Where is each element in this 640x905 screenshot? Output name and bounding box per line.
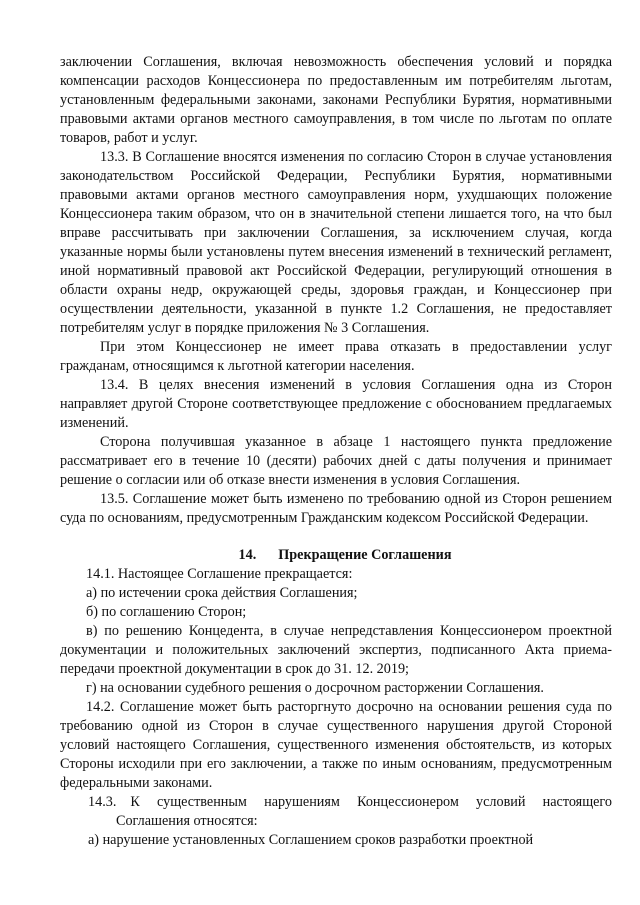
paragraph-14-3 bbox=[60, 793, 612, 831]
paragraph-14-1-a: а) по истечении срока действия Соглашения; bbox=[86, 585, 358, 601]
paragraph-13-5: 13.5. Соглашение может быть изменено по требованию одной из Сторон решением суда по основаниям, предусмотренным Гражданским кодексом Российской Федерации. bbox=[60, 491, 612, 526]
section-heading-14 bbox=[60, 546, 612, 565]
paragraph-14-1: 14.1. Настоящее Соглашение прекращается: bbox=[86, 566, 353, 582]
paragraph-14-1-b: б) по соглашению Сторон; bbox=[86, 604, 247, 620]
item-text: К существенным нарушениям Концессионером условий настоящего Соглашения относятся: bbox=[116, 794, 612, 829]
paragraph-14-3-a: а) нарушение установленных Соглашением сроков разработки проектной bbox=[88, 832, 534, 848]
paragraph-14-2: 14.2. Соглашение может быть расторгнуто досрочно на основании решения суда по требованию одной из Сторон в случае существенного нарушения другой Стороной условий настоящего Соглашения, существенного изменения обстоятельств, из которых Стороны исходили при его заключении, а также по иным основаниям, предусмотренным федеральными законами. bbox=[60, 699, 612, 791]
paragraph-14-1-d: г) на основании судебного решения о досрочном расторжении Соглашения. bbox=[86, 680, 544, 696]
paragraph-13-3-privileged: При этом Концессионер не имеет права отказать в предоставлении услуг гражданам, относящимся к льготной категории населения. bbox=[60, 339, 612, 374]
paragraph-13-4-review: Сторона получившая указанное в абзаце 1 настоящего пункта предложение рассматривает его в течение 10 (десяти) рабочих дней с даты получения и принимает решение о согласии или об отказе внести изменения в условия Соглашения. bbox=[60, 434, 612, 488]
section-title: Прекращение Соглашения bbox=[278, 547, 452, 563]
paragraph-13-4: 13.4. В целях внесения изменений в условия Соглашения одна из Сторон направляет другой Стороне соответствующее предложение с обоснованием предлагаемых изменений. bbox=[60, 377, 612, 431]
item-number: 14.3. bbox=[88, 794, 117, 810]
paragraph-13-3: 13.3. В Соглашение вносятся изменения по согласию Сторон в случае установления законодательством Российской Федерации, Республики Бурятия, нормативными правовыми актами органов местного самоуправления норм, ухудшающих положение Концессионера таким образом, что он в значительной степени лишается того, на что был вправе рассчитывать при заключении Соглашения, за исключением случая, когда указанные нормы были установлены путем внесения изменений в технический регламент, иной нормативный правовой акт Российской Федерации, регулирующий отношения в области охраны недр, окружающей среды, здоровья граждан, и Концессионер при осуществлении деятельности, указанной в пункте 1.2 Соглашения, не предоставляет потребителям услуг в порядке приложения № 3 Соглашения. bbox=[60, 149, 612, 336]
section-number: 14. bbox=[238, 547, 257, 563]
document-page bbox=[60, 53, 612, 850]
paragraph-continuation: заключении Соглашения, включая невозможность обеспечения условий и порядка компенсации расходов Концессионера по предоставленным им потребителям льготам, установленным федеральными законами, законами Республики Бурятия, нормативными правовыми актами органов местного самоуправления, в том числе по льготам по оплате товаров, работ и услуг. bbox=[60, 54, 612, 146]
paragraph-14-1-c: в) по решению Концедента, в случае непредставления Концессионером проектной документации и положительных заключений экспертиз, подписанного Акта приема-передачи проектной документации в срок до 31. 12. 2019; bbox=[60, 623, 612, 677]
